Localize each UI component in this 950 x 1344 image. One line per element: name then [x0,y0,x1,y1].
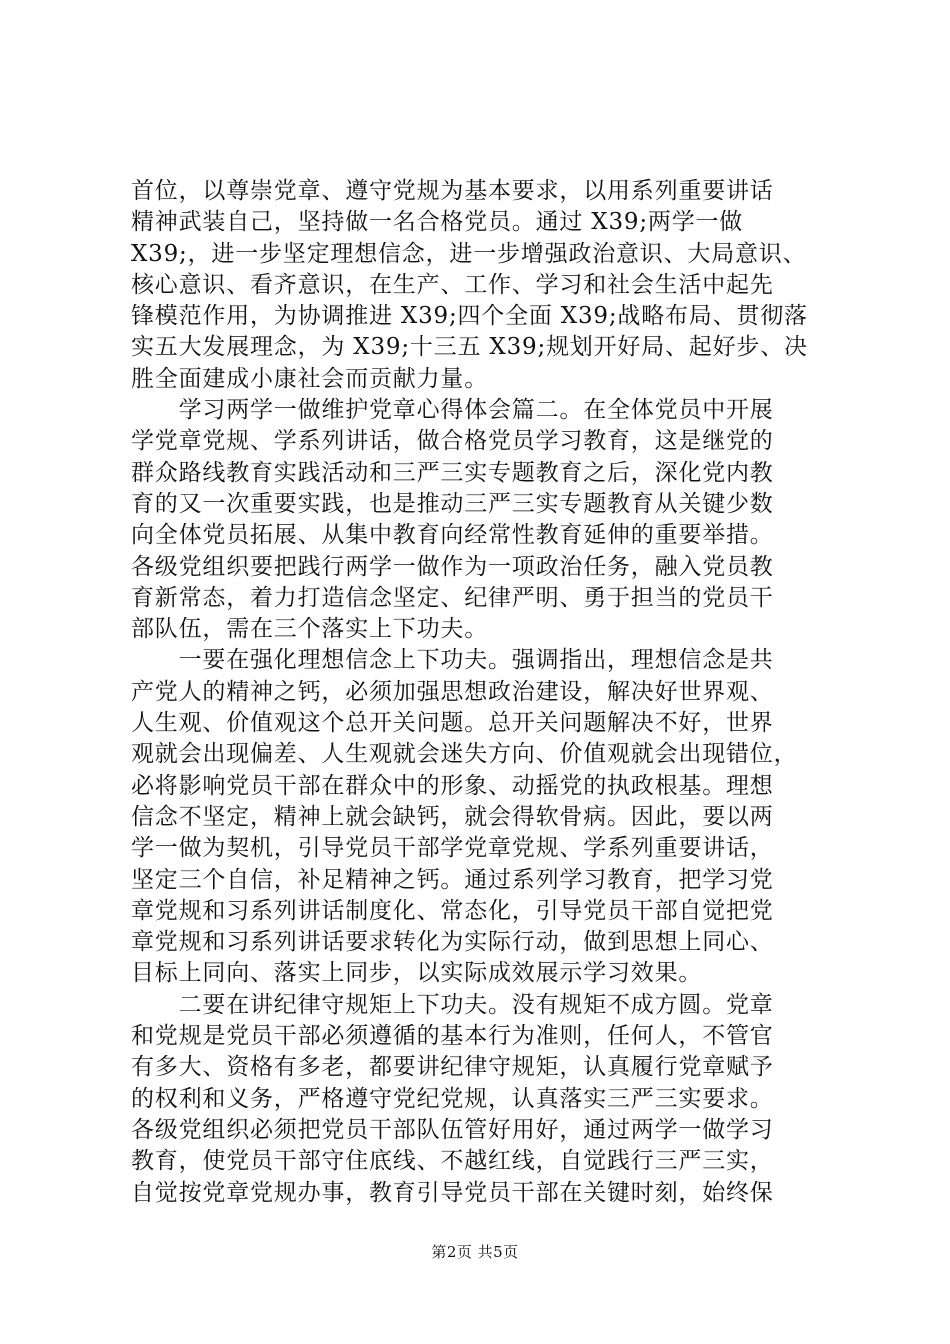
text-line: 学习两学一做维护党章心得体会篇二。在全体党员中开展 [131,397,774,424]
text-line: 产党人的精神之钙，必须加强思想政治建设，解决好世界观、 [131,678,774,705]
text-line: 自觉按党章党规办事，教育引导党员干部在关键时刻，始终保 [131,1179,774,1206]
text-line: 各级党组织必须把党员干部队伍管好用好，通过两学一做学习 [131,1116,774,1143]
text-line: 信念不坚定，精神上就会缺钙，就会得软骨病。因此，要以两 [131,803,774,830]
text-line: X39;，进一步坚定理想信念，进一步增强政治意识、大局意识、 [131,240,807,267]
text-line: 部队伍，需在三个落实上下功夫。 [131,616,488,643]
page-footer: 第2页 共5页 [431,1243,519,1261]
text-line: 向全体党员拓展、从集中教育向经常性教育延伸的重要举措。 [131,522,774,549]
text-line: 坚定三个自信，补足精神之钙。通过系列学习教育，把学习党 [131,866,774,893]
text-line: 各级党组织要把践行两学一做作为一项政治任务，融入党员教 [131,553,774,580]
text-line: 学党章党规、学系列讲话，做合格党员学习教育，这是继党的 [131,428,774,455]
text-line: 的权利和义务，严格遵守党纪党规，认真落实三严三实要求。 [131,1085,774,1112]
text-line: 育的又一次重要实践，也是推动三严三实专题教育从关键少数 [131,490,774,517]
text-line: 锋模范作用，为协调推进 X39;四个全面 X39;战略布局、贯彻落 [131,303,808,330]
text-line: 和党规是党员干部必须遵循的基本行为准则，任何人，不管官 [131,1023,774,1050]
document-body [131,176,831,1209]
text-line: 必将影响党员干部在群众中的形象、动摇党的执政根基。理想 [131,772,774,799]
text-line: 胜全面建成小康社会而贡献力量。 [131,365,488,392]
text-line: 育新常态，着力打造信念坚定、纪律严明、勇于担当的党员干 [131,584,774,611]
text-line: 一要在强化理想信念上下功夫。强调指出，理想信念是共 [131,647,774,674]
text-line: 二要在讲纪律守规矩上下功夫。没有规矩不成方圆。党章 [131,991,774,1018]
text-line: 学一做为契机，引导党员干部学党章党规、学系列重要讲话， [131,835,774,862]
text-line: 章党规和习系列讲话要求转化为实际行动，做到思想上同心、 [131,929,774,956]
text-line: 精神武装自己，坚持做一名合格党员。通过 X39;两学一做 [131,209,744,236]
text-line: 人生观、价值观这个总开关问题。总开关问题解决不好，世界 [131,710,774,737]
text-line: 观就会出现偏差、人生观就会迷失方向、价值观就会出现错位， [131,741,798,768]
text-line: 章党规和习系列讲话制度化、常态化，引导党员干部自觉把党 [131,897,774,924]
text-line: 实五大发展理念，为 X39;十三五 X39;规划开好局、起好步、决 [131,334,808,361]
text-line: 首位，以尊崇党章、遵守党规为基本要求，以用系列重要讲话 [131,178,774,204]
text-line: 核心意识、看齐意识，在生产、工作、学习和社会生活中起先 [131,271,774,298]
text-line: 教育，使党员干部守住底线、不越红线，自觉践行三严三实， [131,1148,774,1175]
text-line: 有多大、资格有多老，都要讲纪律守规矩，认真履行党章赋予 [131,1054,774,1081]
text-line: 目标上同向、落实上同步，以实际成效展示学习效果。 [131,960,703,987]
text-line: 群众路线教育实践活动和三严三实专题教育之后，深化党内教 [131,459,774,486]
